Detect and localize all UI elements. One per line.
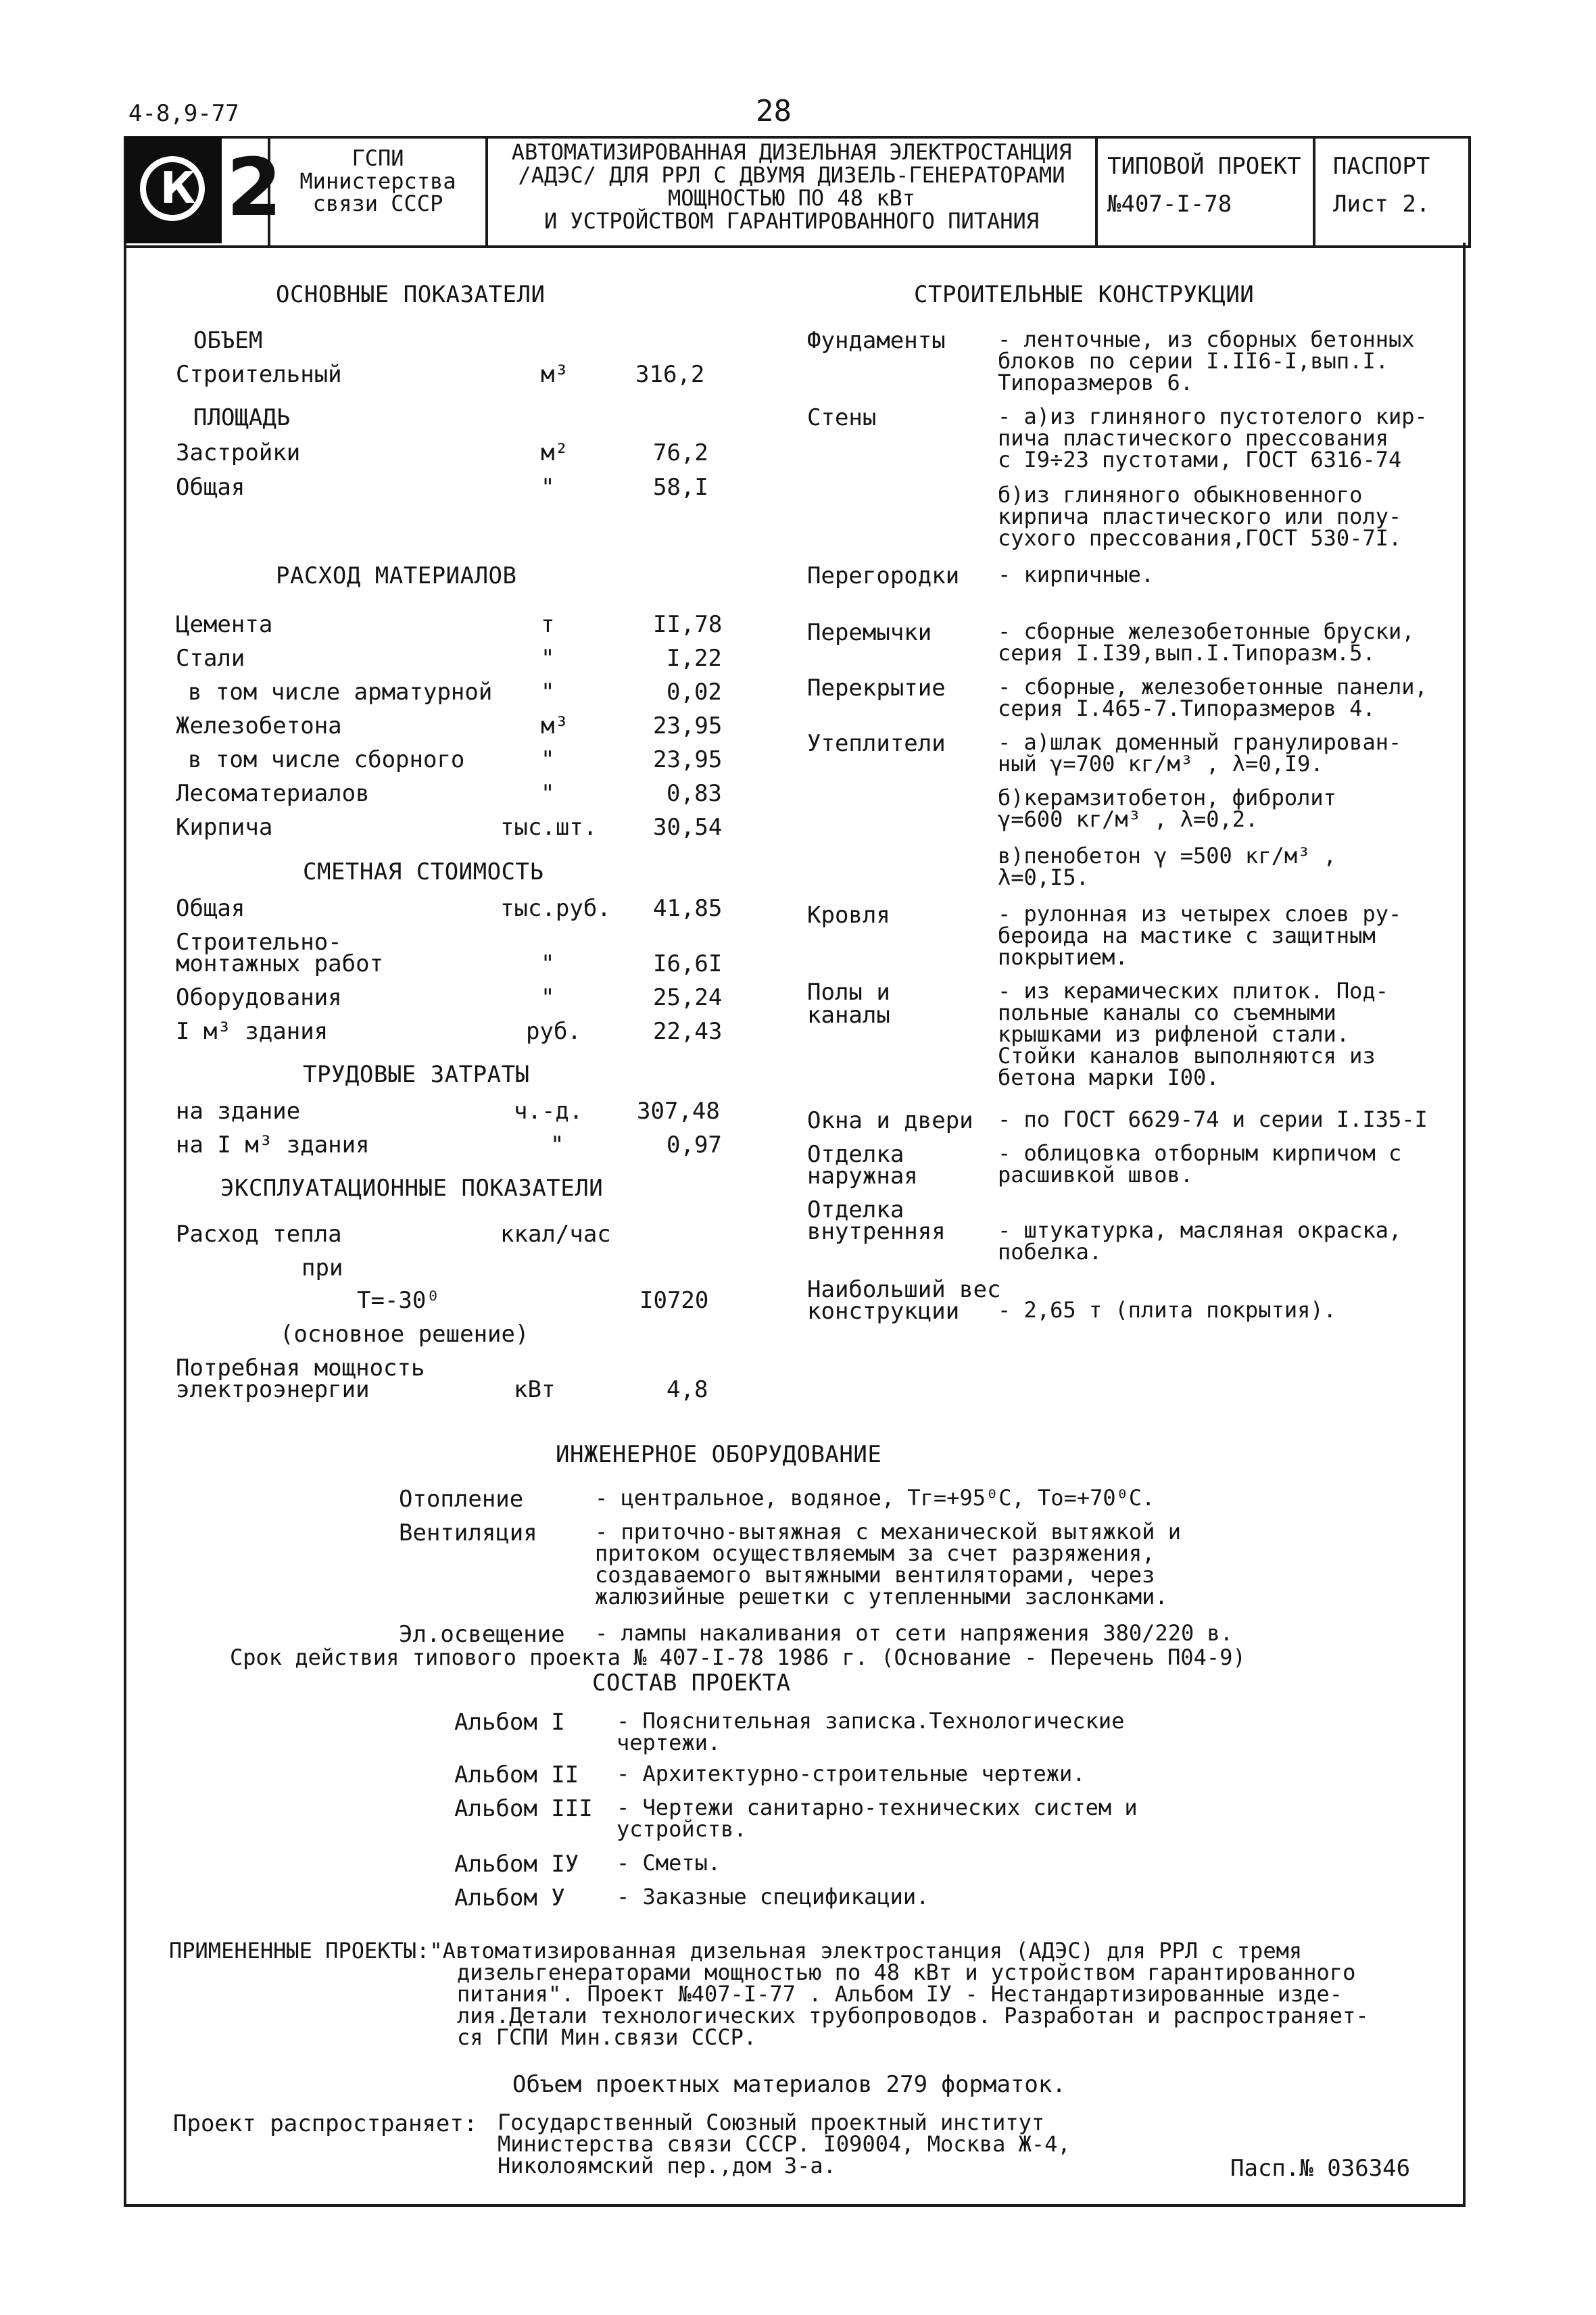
vent-text: жалюзийные решетки с утепленными заслонками.: [595, 1584, 1168, 1609]
construction-label: Отделка: [807, 1141, 904, 1168]
vent-text: - приточно-вытяжная с механической вытяжкой и: [595, 1519, 1181, 1544]
logo: [125, 137, 283, 243]
construction-text: - кирпичные.: [998, 562, 1155, 587]
row-label: Строительный: [176, 361, 342, 388]
section-heading: СОСТАВ ПРОЕКТА: [592, 1670, 791, 1697]
construction-text: пича пластического прессования: [998, 425, 1388, 451]
bottom-border: [124, 2204, 1466, 2207]
divider: [1095, 136, 1098, 245]
construction-text: - штукатурка, масляная окраска,: [998, 1217, 1402, 1243]
construction-text: - 2,65 т (плита покрытия).: [998, 1297, 1336, 1323]
row-value: 0,02: [667, 679, 722, 706]
power-unit: кВт: [514, 1376, 556, 1403]
album-label: Альбом IУ: [454, 1851, 579, 1878]
construction-text: Стойки каналов выполняются из: [998, 1043, 1376, 1069]
construction-label: Кровля: [807, 902, 890, 929]
row-label: на I м³ здания: [176, 1131, 370, 1159]
row-label: Застройки: [176, 439, 301, 466]
construction-text: крышками из рифленой стали.: [998, 1021, 1350, 1047]
row-label: монтажных работ: [176, 950, 384, 977]
applied-projects-line: питания". Проект №407-I-77 . Альбом IУ - Нестандартизированные изде-: [457, 1981, 1343, 2007]
row-value: 41,85: [653, 895, 723, 922]
power-label: электроэнергии: [176, 1376, 370, 1403]
project-title-line: /АДЭС/ ДЛЯ РРЛ С ДВУМЯ ДИЗЕЛЬ-ГЕНЕРАТОРАМИ: [518, 162, 1065, 188]
row-value: 307,48: [637, 1098, 720, 1125]
album-label: Альбом III: [454, 1795, 593, 1822]
album-text: устройств.: [616, 1816, 747, 1842]
subheading: ПЛОЩАДЬ: [193, 404, 291, 431]
applied-projects-line: ПРИМЕНЕННЫЕ ПРОЕКТЫ:"Автоматизированная дизельная электростанция (АДЭС) для РРЛ с тремя: [169, 1938, 1303, 1964]
construction-text: блоков по серии I.II6-I,вып.I.: [998, 348, 1388, 374]
construction-label: наружная: [807, 1163, 918, 1190]
row-label: Оборудования: [176, 984, 342, 1011]
row-label: в том числе арматурной: [188, 679, 493, 706]
section-heading: ЭКСПЛУАТАЦИОННЫЕ ПОКАЗАТЕЛИ: [220, 1175, 604, 1202]
heat-unit: ккал/час: [500, 1221, 611, 1248]
construction-text: с I9÷23 пустотами, ГОСТ 6316-74: [998, 447, 1402, 472]
heat-note: (основное решение): [280, 1321, 529, 1348]
org-line: Министерства: [299, 168, 456, 194]
construction-label: Утеплители: [807, 730, 946, 757]
album-text: - Заказные спецификации.: [616, 1884, 929, 1909]
subheading: ОБЪЕМ: [193, 327, 263, 354]
passport-number: Пасп.№ 036346: [1230, 2155, 1411, 2182]
construction-text: в)пенобетон γ =500 кг/м³ ,: [998, 843, 1336, 869]
row-unit: ч.-д.: [514, 1098, 583, 1125]
construction-text: сухого прессования,ГОСТ 530-7I.: [998, 525, 1402, 551]
construction-text: - сборные железобетонные бруски,: [998, 618, 1415, 644]
distributor-text: Государственный Союзный проектный институт: [498, 2110, 1045, 2135]
construction-text: - сборные, железобетонные панели,: [998, 674, 1428, 700]
construction-text: расшивкой швов.: [998, 1162, 1193, 1188]
album-label: Альбом I: [454, 1709, 565, 1736]
row-unit: тыс.шт.: [500, 814, 598, 841]
row-unit: ": [541, 679, 555, 706]
row-unit: ": [541, 950, 555, 977]
row-unit: руб.: [526, 1018, 581, 1045]
construction-text: - из керамических плиток. Под-: [998, 978, 1388, 1004]
section-heading: РАСХОД МАТЕРИАЛОВ: [276, 562, 517, 589]
row-value: 23,95: [653, 746, 723, 773]
row-label: Лесоматериалов: [176, 780, 370, 807]
construction-text: бетона марки I00.: [998, 1065, 1219, 1090]
applied-projects-line: лия.Детали технологических трубопроводов. Разработан и распространяет-: [457, 2003, 1369, 2028]
row-unit: ": [541, 645, 555, 672]
heating-label: Отопление: [399, 1486, 524, 1513]
section-heading: ИНЖЕНЕРНОЕ ОБОРУДОВАНИЕ: [556, 1441, 882, 1468]
project-label: ТИПОВОЙ ПРОЕКТ: [1107, 153, 1301, 180]
applied-projects-line: дизельгенераторами мощностью по 48 кВт и устройством гарантированного: [457, 1959, 1356, 1985]
power-label: Потребная мощность: [176, 1355, 425, 1382]
row-label: Строительно-: [176, 929, 342, 956]
row-value: 76,2: [653, 439, 708, 466]
row-label: I м³ здания: [176, 1018, 329, 1045]
construction-text: - по ГОСТ 6629-74 и серии I.I35-I: [998, 1106, 1428, 1132]
row-unit: ": [550, 1131, 564, 1159]
construction-label: каналы: [807, 1002, 890, 1029]
album-label: Альбом У: [454, 1884, 565, 1911]
row-value: 30,54: [653, 814, 723, 841]
construction-label: Перегородки: [807, 562, 960, 589]
construction-text: кирпича пластического или полу-: [998, 504, 1402, 529]
construction-text: - ленточные, из сборных бетонных: [998, 326, 1415, 352]
row-unit: м²: [541, 439, 569, 466]
row-value: I6,6I: [653, 950, 723, 977]
album-text: чертежи.: [616, 1730, 721, 1755]
vent-text: создаваемого вытяжными вентиляторами, через: [595, 1562, 1155, 1588]
validity-note: Срок действия типового проекта № 407-I-78 1986 г. (Основание - Перечень П04-9): [230, 1644, 1246, 1670]
row-value: 23,95: [653, 712, 723, 739]
row-label: Железобетона: [176, 712, 342, 739]
org-line: связи СССР: [312, 191, 443, 216]
section-heading: ОСНОВНЫЕ ПОКАЗАТЕЛИ: [276, 281, 546, 308]
logo-letter: К: [160, 164, 196, 214]
construction-text: - облицовка отборным кирпичом с: [998, 1140, 1402, 1166]
distributor-text: Николоямский пер.,дом 3-а.: [498, 2153, 836, 2178]
construction-text: - а)шлак доменный гранулирован-: [998, 729, 1402, 755]
project-title-line: И УСТРОЙСТВОМ ГАРАНТИРОВАННОГО ПИТАНИЯ: [543, 208, 1040, 234]
construction-label: Стены: [807, 404, 877, 431]
construction-text: ный γ=700 кг/м³ , λ=0,I9.: [998, 751, 1324, 777]
right-border: [1463, 243, 1466, 2207]
project-title-line: АВТОМАТИЗИРОВАННАЯ ДИЗЕЛЬНАЯ ЭЛЕКТРОСТАНЦИЯ: [511, 139, 1072, 165]
construction-text: польные каналы со съемными: [998, 1000, 1336, 1025]
construction-text: бероида на мастике с защитным: [998, 923, 1376, 948]
construction-text: побелка.: [998, 1239, 1103, 1265]
row-label: в том числе сборного: [188, 746, 465, 773]
left-border: [124, 243, 126, 2207]
album-text: - Архитектурно-строительные чертежи.: [616, 1761, 1086, 1786]
row-value: II,78: [653, 611, 723, 638]
row-unit: т: [541, 611, 555, 638]
vent-label: Вентиляция: [399, 1519, 537, 1546]
construction-label: Перемычки: [807, 619, 932, 646]
construction-label: Фундаменты: [807, 327, 946, 354]
row-unit: ": [541, 780, 555, 807]
construction-text: Типоразмеров 6.: [998, 370, 1193, 395]
volume-note: Объем проектных материалов 279 форматок.: [512, 2071, 1066, 2098]
applied-projects-line: ся ГСПИ Мин.связи СССР.: [457, 2024, 757, 2050]
album-label: Альбом II: [454, 1761, 579, 1788]
heat-value: I0720: [639, 1287, 709, 1314]
album-text: - Чертежи санитарно-технических систем и: [616, 1795, 1138, 1820]
construction-label: Отделка: [807, 1196, 904, 1223]
row-value: 0,83: [667, 780, 722, 807]
divider: [1313, 136, 1315, 245]
construction-label: внутренняя: [807, 1218, 946, 1245]
heat-label: Расход тепла: [176, 1221, 342, 1248]
construction-text: серия I.I39,вып.I.Типоразм.5.: [998, 640, 1376, 666]
page-number: 28: [756, 94, 792, 128]
row-label: Цемента: [176, 611, 273, 638]
construction-label: Окна и двери: [807, 1107, 973, 1134]
vent-text: притоком осуществляемым за счет разряжения,: [595, 1540, 1155, 1566]
power-value: 4,8: [667, 1376, 708, 1403]
row-label: Общая: [176, 895, 245, 922]
construction-text: - а)из глиняного пустотелого кир-: [998, 404, 1428, 429]
construction-text: серия I.465-7.Типоразмеров 4.: [998, 696, 1376, 721]
logo-number: 2: [226, 141, 283, 234]
row-label: Кирпича: [176, 814, 273, 841]
sheet-number: Лист 2.: [1333, 191, 1430, 218]
heating-text: - центральное, водяное, Tг=+95⁰С, To=+70⁰С.: [595, 1485, 1155, 1511]
light-text: - лампы накаливания от сети напряжения 380/220 в.: [595, 1620, 1234, 1646]
row-value: 22,43: [653, 1018, 723, 1045]
construction-text: - рулонная из четырех слоев ру-: [998, 901, 1402, 927]
construction-label: конструкции: [807, 1298, 960, 1325]
row-value: 0,97: [667, 1131, 722, 1159]
heat-temp: T=-30⁰: [357, 1287, 440, 1314]
row-value: 58,I: [653, 474, 708, 501]
heat-at: при: [301, 1254, 343, 1282]
album-text: - Пояснительная записка.Технологические: [616, 1708, 1125, 1734]
section-heading: СТРОИТЕЛЬНЫЕ КОНСТРУКЦИИ: [914, 281, 1255, 308]
row-value: 25,24: [653, 984, 723, 1011]
row-unit: м³: [541, 712, 569, 739]
section-heading: СМЕТНАЯ СТОИМОСТЬ: [303, 858, 544, 885]
doc-type: ПАСПОРТ: [1333, 153, 1430, 180]
page-code: 4-8,9-77: [128, 100, 239, 127]
construction-label: Наибольший вес: [807, 1276, 1001, 1303]
album-text: - Сметы.: [616, 1850, 721, 1876]
construction-label: Перекрытие: [807, 675, 946, 702]
construction-text: γ=600 кг/м³ , λ=0,2.: [998, 806, 1259, 832]
project-number: №407-I-78: [1107, 191, 1232, 218]
section-heading: ТРУДОВЫЕ ЗАТРАТЫ: [303, 1061, 530, 1088]
distributor-text: Министерства связи СССР. I09004, Москва Ж-4,: [498, 2131, 1071, 2157]
org-line: ГСПИ: [352, 145, 404, 171]
row-unit: тыс.руб.: [500, 895, 611, 922]
row-label: на здание: [176, 1098, 301, 1125]
light-label: Эл.освещение: [399, 1621, 565, 1648]
construction-text: б)из глиняного обыкновенного: [998, 482, 1363, 508]
project-title-line: МОЩНОСТЬЮ ПО 48 кВт: [667, 185, 916, 211]
row-unit: ": [541, 984, 555, 1011]
row-value: 316,2: [635, 361, 705, 388]
row-unit: ": [541, 474, 555, 501]
row-value: I,22: [667, 645, 722, 672]
row-label: Общая: [176, 474, 245, 501]
construction-label: Полы и: [807, 979, 890, 1006]
row-unit: м³: [541, 361, 569, 388]
distributor-label: Проект распространяет:: [173, 2110, 478, 2137]
construction-text: б)керамзитобетон, фибролит: [998, 785, 1336, 810]
construction-text: покрытием.: [998, 944, 1128, 970]
row-unit: ": [541, 746, 555, 773]
row-label: Стали: [176, 645, 245, 672]
construction-text: λ=0,I5.: [998, 864, 1089, 890]
